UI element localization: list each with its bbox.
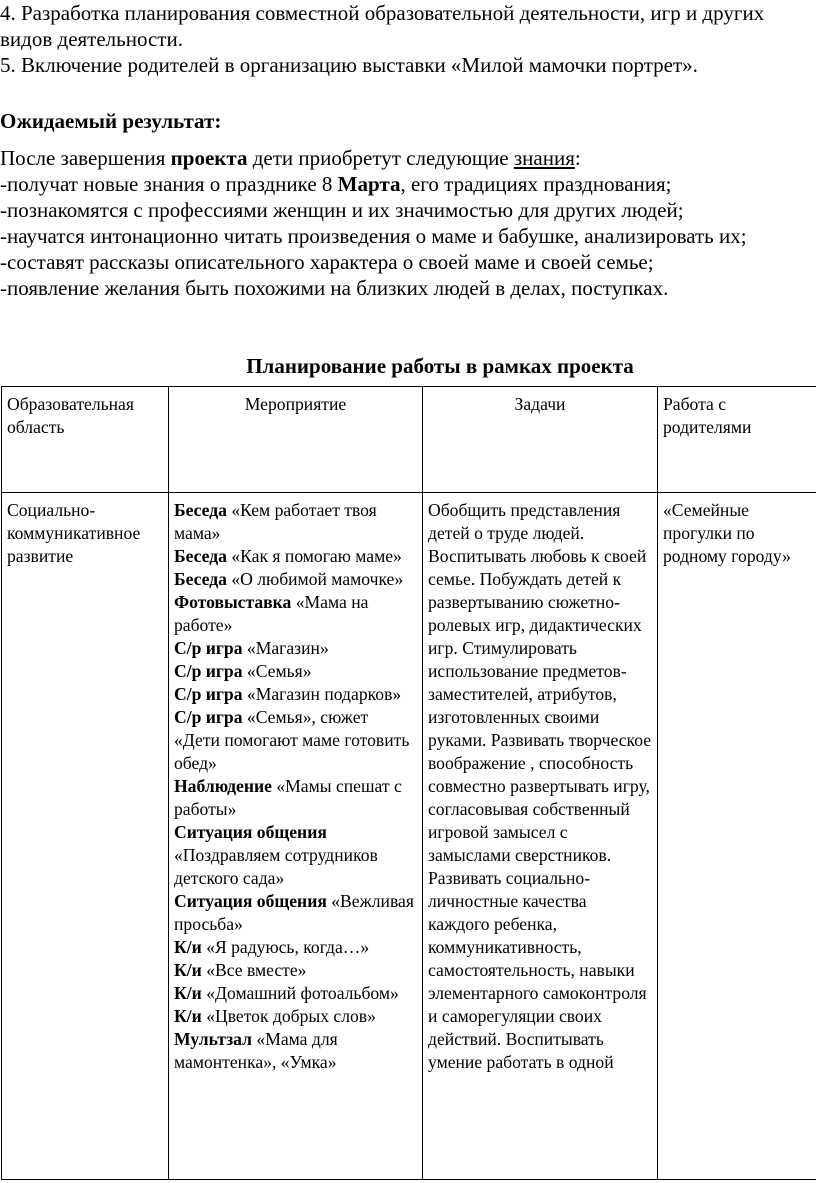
- event-type: К/и: [174, 937, 202, 957]
- event-item: [174, 706, 417, 775]
- event-type: С/р игра: [174, 684, 243, 704]
- results-lead: После завершения проекта дети приобретут следующие знания:: [0, 146, 581, 170]
- event-type: С/р игра: [174, 707, 243, 727]
- table-header-row: [2, 387, 816, 493]
- event-item: [174, 683, 417, 706]
- event-item: [174, 660, 417, 683]
- intro-item-4: 4. Разработка планирования совместной образовательной деятельности, игр и других видов деятельности.: [0, 1, 765, 51]
- knowledge-link[interactable]: знания: [513, 146, 575, 170]
- event-item: [174, 775, 417, 821]
- event-title: «Домашний фотоальбом»: [201, 983, 399, 1003]
- cell-area: Социально-коммуникативное развитие: [2, 493, 169, 1180]
- result-item: -познакомятся с профессиями женщин и их значимостью для других людей;: [0, 198, 684, 222]
- event-title: «Поздравляем сотрудников детского сада»: [174, 845, 378, 888]
- event-type: Ситуация общения: [174, 822, 327, 842]
- event-type: К/и: [174, 983, 202, 1003]
- event-item: [174, 890, 417, 936]
- event-title: «Магазин»: [242, 638, 329, 658]
- header-event: Мероприятие: [169, 387, 423, 493]
- event-item: [174, 982, 417, 1005]
- event-item: [174, 1028, 417, 1074]
- event-title: «Как я помогаю маме»: [226, 546, 402, 566]
- header-tasks: Задачи: [423, 387, 658, 493]
- event-type: К/и: [174, 1006, 202, 1026]
- header-area: Образовательная область: [2, 387, 169, 493]
- result-item: -получат новые знания о празднике 8 Марта, его традициях празднования;: [0, 172, 672, 196]
- events-list: [174, 499, 417, 1074]
- event-title: «Цветок добрых слов»: [201, 1006, 376, 1026]
- event-title: «Мама на работе»: [174, 592, 369, 635]
- intro-item-5: 5. Включение родителей в организацию выставки «Милой мамочки портрет».: [0, 53, 698, 77]
- event-type: Фотовыставка: [174, 592, 292, 612]
- cell-tasks: Обобщить представления детей о труде людей. Воспитывать любовь к своей семье. Побуждать детей к развертыванию сюжетно-ролевых игр, дидактических игр. Стимулировать использование предметов-заместителей, атрибутов, изготовленных своими руками. Развивать творческое воображение , способность совместно развертывать игру, согласовывая собственный игровой замысел с замыслами сверстников. Развивать социально-личностные качества каждого ребенка, коммуникативность, самостоятельность, навыки элементарного самоконтроля и саморегуляции своих действий. Воспитывать умение работать в одной: [423, 493, 658, 1180]
- event-title: «Магазин подарков»: [242, 684, 402, 704]
- event-type: К/и: [174, 960, 202, 980]
- expected-results: [0, 145, 812, 301]
- header-parents: Работа с родителями: [658, 387, 816, 493]
- event-type: Наблюдение: [174, 776, 272, 796]
- event-type: С/р игра: [174, 661, 243, 681]
- table-row: [2, 493, 816, 1180]
- event-title: «Семья», сюжет «Дети помогают маме готовить обед»: [174, 707, 410, 773]
- event-title: «Все вместе»: [201, 960, 307, 980]
- cell-parents: «Семейные прогулки по родному городу»: [658, 493, 816, 1180]
- event-item: [174, 568, 417, 591]
- event-item: [174, 1005, 417, 1028]
- event-type: С/р игра: [174, 638, 243, 658]
- event-title: «Я радуюсь, когда…»: [201, 937, 370, 957]
- event-type: Беседа: [174, 569, 227, 589]
- cell-events: [169, 493, 423, 1180]
- event-type: Беседа: [174, 500, 227, 520]
- event-type: Ситуация общения: [174, 891, 327, 911]
- event-title: «Семья»: [242, 661, 312, 681]
- event-item: [174, 959, 417, 982]
- event-item: [174, 637, 417, 660]
- event-item: [174, 591, 417, 637]
- intro-section: [0, 0, 812, 78]
- result-item: -научатся интонационно читать произведения о маме и бабушке, анализировать их;: [0, 224, 747, 248]
- event-type: Беседа: [174, 546, 227, 566]
- event-item: [174, 545, 417, 568]
- event-title: «Вежливая просьба»: [174, 891, 414, 934]
- event-title: «Мамы спешат с работы»: [174, 776, 402, 819]
- event-type: Мультзал: [174, 1029, 252, 1049]
- event-title: «Кем работает твоя мама»: [174, 500, 377, 543]
- table-title: Планирование работы в рамках проекта: [246, 354, 634, 378]
- event-item: [174, 499, 417, 545]
- event-title: «Мама для мамонтенка», «Умка»: [174, 1029, 338, 1072]
- event-item: [174, 821, 417, 890]
- planning-table: [1, 386, 816, 1180]
- event-item: [174, 936, 417, 959]
- result-item: -составят рассказы описательного характера о своей маме и своей семье;: [0, 250, 654, 274]
- result-item: -появление желания быть похожими на близких людей в делах, поступках.: [0, 276, 669, 300]
- event-title: «О любимой мамочке»: [226, 569, 404, 589]
- expected-result-heading: Ожидаемый результат:: [0, 109, 222, 133]
